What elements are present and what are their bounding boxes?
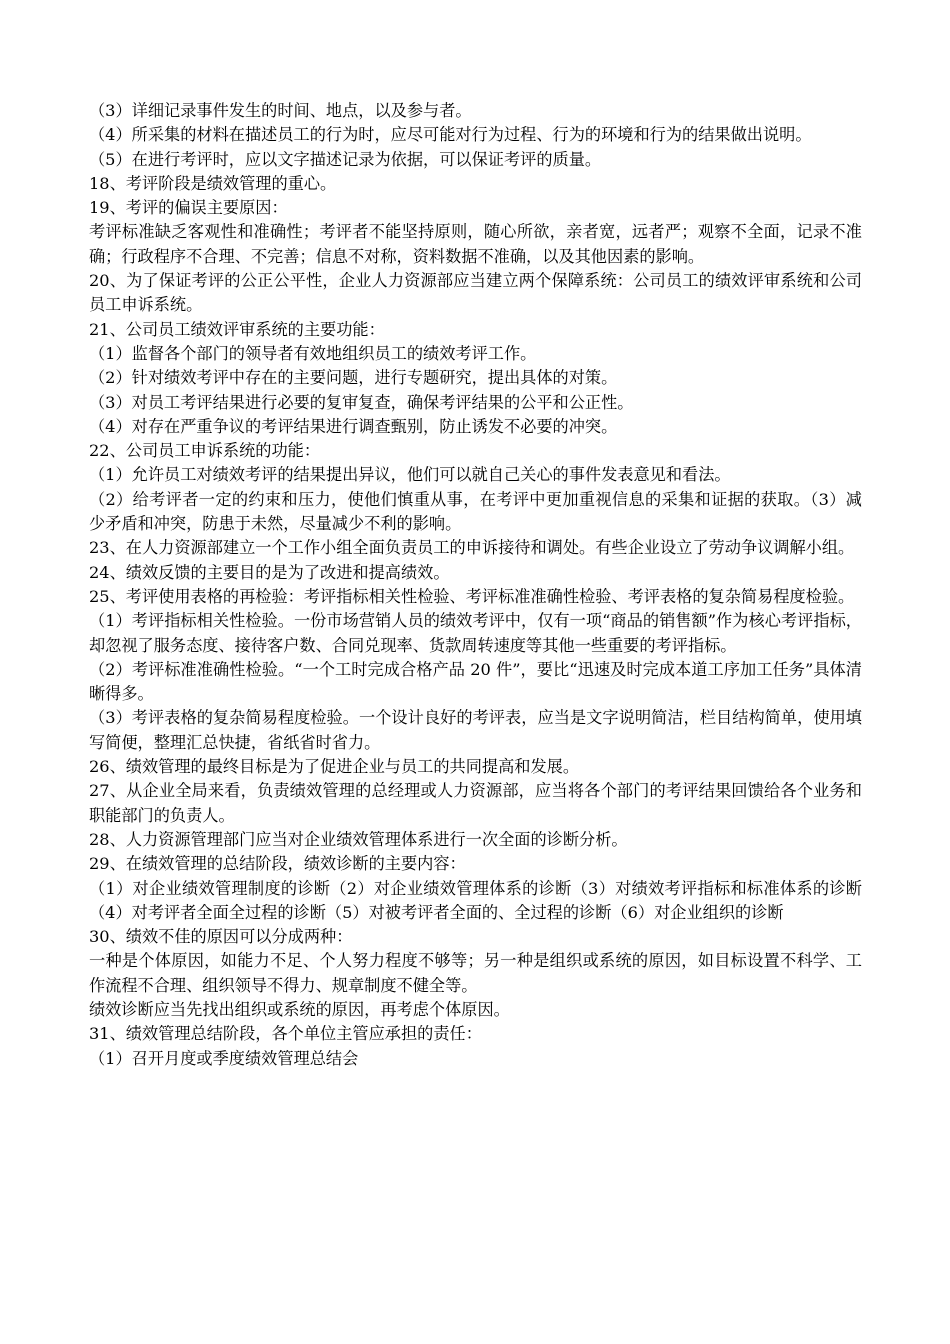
paragraph: （3）考评表格的复杂简易程度检验。一个设计良好的考评表，应当是文字说明简洁，栏目结构简单，使用填写简便，整理汇总快捷，省纸省时省力。 <box>89 708 862 752</box>
paragraph: （3）详细记录事件发生的时间、地点，以及参与者。 <box>89 101 472 120</box>
paragraph: 30、绩效不佳的原因可以分成两种： <box>89 927 353 947</box>
paragraph: （2）给考评者一定的约束和压力，使他们慎重从事，在考评中更加重视信息的采集和证据的获取。（3）减少矛盾和冲突，防患于未然，尽量减少不利的影响。 <box>89 489 862 534</box>
paragraph: （5）在进行考评时，应以文字描述记录为依据，可以保证考评的质量。 <box>89 149 602 169</box>
paragraph: （2）考评标准准确性检验。“一个工时完成合格产品 20 件”，要比“迅速及时完成本道工序加工任务”具体清晰得多。 <box>89 659 862 704</box>
paragraph: 24、绩效反馈的主要目的是为了改进和提高绩效。 <box>89 562 450 582</box>
paragraph: 27、从企业全局来看，负责绩效管理的总经理或人力资源部，应当将各个部门的考评结果回馈给各个业务和职能部门的负责人。 <box>89 781 862 825</box>
paragraph: （1）对企业绩效管理制度的诊断（2）对企业绩效管理体系的诊断（3）对绩效考评指标和标准体系的诊断（4）对考评者全面全过程的诊断（5）对被考评者全面的、全过程的诊断（6）对企业组织的诊断 <box>89 878 862 922</box>
paragraph: 一种是个体原因，如能力不足、个人努力程度不够等；另一种是组织或系统的原因，如目标设置不科学、工作流程不合理、组织领导不得力、规章制度不健全等。 <box>89 951 862 995</box>
document-page <box>89 99 862 1071</box>
paragraph: 20、为了保证考评的公正公平性，企业人力资源部应当建立两个保障系统：公司员工的绩效评审系统和公司员工申诉系统。 <box>89 271 862 315</box>
paragraph: （3）对员工考评结果进行必要的复审复查，确保考评结果的公平和公正性。 <box>89 392 634 412</box>
paragraph: （2）针对绩效考评中存在的主要问题，进行专题研究，提出具体的对策。 <box>89 368 618 388</box>
paragraph: 23、在人力资源部建立一个工作小组全面负责员工的申诉接待和调处。有些企业设立了劳动争议调解小组。 <box>89 538 855 558</box>
paragraph: 31、绩效管理总结阶段，各个单位主管应承担的责任： <box>89 1024 482 1044</box>
paragraph: （1）考评指标相关性检验。一份市场营销人员的绩效考评中，仅有一项“商品的销售额”作为核心考评指标，却忽视了服务态度、接待客户数、合同兑现率、货款周转速度等其他一些重要的考评指标。 <box>89 611 862 655</box>
paragraph: （4）所采集的材料在描述员工的行为时，应尽可能对行为过程、行为的环境和行为的结果做出说明。 <box>89 125 812 145</box>
paragraph: 26、绩效管理的最终目标是为了促进企业与员工的共同提高和发展。 <box>89 757 580 777</box>
paragraph: 25、考评使用表格的再检验：考评指标相关性检验、考评标准准确性检验、考评表格的复杂简易程度检验。 <box>89 586 855 606</box>
paragraph: 28、人力资源管理部门应当对企业绩效管理体系进行一次全面的诊断分析。 <box>89 829 628 849</box>
paragraph: 22、公司员工申诉系统的功能： <box>89 441 321 461</box>
paragraph: （1）允许员工对绩效考评的结果提出异议，他们可以就自己关心的事件发表意见和看法。 <box>89 465 731 485</box>
paragraph: 19、考评的偏误主要原因： <box>89 198 288 218</box>
paragraph: 考评标准缺乏客观性和准确性；考评者不能坚持原则，随心所欲，亲者宽，远者严；观察不全面，记录不准确；行政程序不合理、不完善；信息不对称，资料数据不准确，以及其他因素的影响。 <box>89 222 862 266</box>
paragraph: （1）召开月度或季度绩效管理总结会 <box>89 1048 359 1068</box>
paragraph: 21、公司员工绩效评审系统的主要功能： <box>89 319 385 339</box>
paragraph: （4）对存在严重争议的考评结果进行调查甄别，防止诱发不必要的冲突。 <box>89 416 618 436</box>
paragraph: 绩效诊断应当先找出组织或系统的原因，再考虑个体原因。 <box>89 999 510 1019</box>
paragraph: （1）监督各个部门的领导者有效地组织员工的绩效考评工作。 <box>89 343 537 363</box>
paragraph: 29、在绩效管理的总结阶段，绩效诊断的主要内容： <box>89 854 466 874</box>
paragraph: 18、考评阶段是绩效管理的重心。 <box>89 173 337 193</box>
